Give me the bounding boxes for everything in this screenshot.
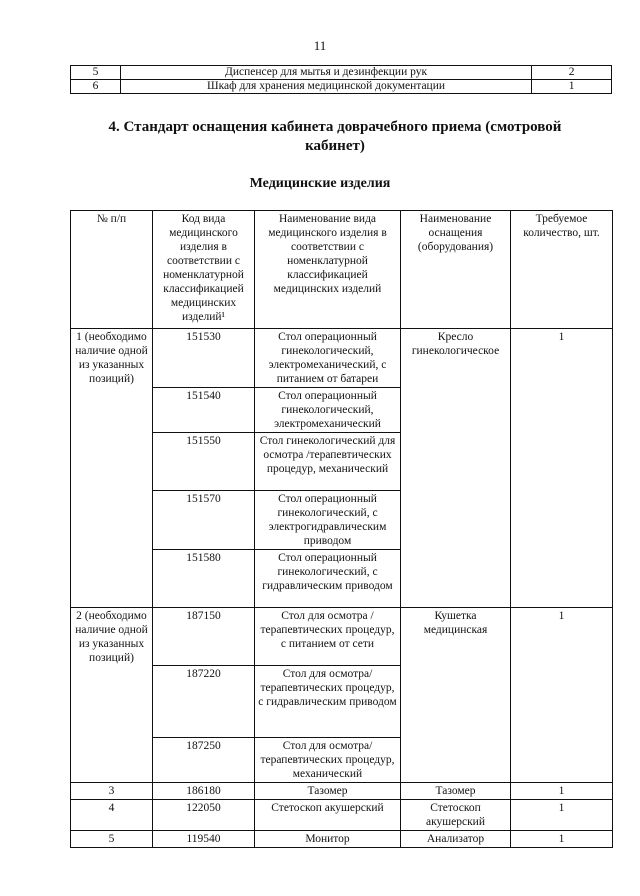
equipment-name: Шкаф для хранения медицинской документации: [120, 80, 531, 94]
equipment-name: Диспенсер для мытья и дезинфекции рук: [120, 66, 531, 80]
code-cell: 151530: [153, 329, 255, 388]
row-number: 5: [71, 66, 121, 80]
quantity-cell: 1: [511, 608, 613, 783]
page-number: 11: [313, 38, 327, 53]
row-number: 6: [71, 80, 121, 94]
code-cell: 122050: [153, 800, 255, 831]
section-title: 4. Стандарт оснащения кабинета доврачебного приема (смотровой кабинет): [108, 119, 562, 154]
header-num: № п/п: [71, 211, 153, 329]
name-cell: Стол операционный гинекологический, с электрогидравлическим приводом: [255, 491, 401, 550]
name-cell: Тазомер: [255, 783, 401, 800]
quantity-cell: 1: [511, 831, 613, 848]
code-cell: 187220: [153, 666, 255, 738]
code-cell: 151570: [153, 491, 255, 550]
quantity-cell: 1: [511, 783, 613, 800]
header-quantity: Требуемое количество, шт.: [511, 211, 613, 329]
table-header-row: [71, 211, 613, 329]
table-row: [71, 80, 612, 94]
row-number: 3: [71, 783, 153, 800]
table-row: [71, 329, 613, 388]
code-cell: 187250: [153, 738, 255, 783]
top-table: [70, 65, 612, 94]
quantity-cell: 1: [511, 329, 613, 608]
table-row: [71, 783, 613, 800]
quantity: 1: [532, 80, 612, 94]
code-cell: 151540: [153, 388, 255, 433]
code-cell: 151580: [153, 550, 255, 608]
name-cell: Монитор: [255, 831, 401, 848]
table-row: [71, 66, 612, 80]
row-number: 4: [71, 800, 153, 831]
header-type-name: Наименование вида медицинского изделия в соответствии с номенклатурной классификацией медицинских изделий: [255, 211, 401, 329]
code-cell: 186180: [153, 783, 255, 800]
quantity: 2: [532, 66, 612, 80]
name-cell: Стол операционный гинекологический, электромеханический, с питанием от батареи: [255, 329, 401, 388]
header-equipment: Наименование оснащения (оборудования): [401, 211, 511, 329]
code-cell: 187150: [153, 608, 255, 666]
name-cell: Стетоскоп акушерский: [255, 800, 401, 831]
name-cell: Стол гинекологический для осмотра /терапевтических процедур, механический: [255, 433, 401, 491]
code-cell: 119540: [153, 831, 255, 848]
group-number: 1 (необходимо наличие одной из указанных позиций): [71, 329, 153, 608]
equipment-cell: Кресло гинекологическое: [401, 329, 511, 608]
equipment-cell: Тазомер: [401, 783, 511, 800]
equipment-cell: Анализатор: [401, 831, 511, 848]
row-number: 5: [71, 831, 153, 848]
group-number: 2 (необходимо наличие одной из указанных позиций): [71, 608, 153, 783]
equipment-table: [70, 210, 613, 848]
name-cell: Стол для осмотра/ терапевтических процедур, механический: [255, 738, 401, 783]
name-cell: Стол операционный гинекологический, электромеханический: [255, 388, 401, 433]
header-code: Код вида медицинского изделия в соответствии с номенклатурной классификацией медицинских изделий¹: [153, 211, 255, 329]
quantity-cell: 1: [511, 800, 613, 831]
table-row: [71, 608, 613, 666]
equipment-cell: Кушетка медицинская: [401, 608, 511, 783]
table-row: [71, 800, 613, 831]
equipment-cell: Стетоскоп акушерский: [401, 800, 511, 831]
code-cell: 151550: [153, 433, 255, 491]
subtitle: Медицинские изделия: [249, 176, 391, 191]
name-cell: Стол для осмотра /терапевтических процедур, с питанием от сети: [255, 608, 401, 666]
table-row: [71, 831, 613, 848]
name-cell: Стол операционный гинекологический, с гидравлическим приводом: [255, 550, 401, 608]
name-cell: Стол для осмотра/ терапевтических процедур, с гидравлическим приводом: [255, 666, 401, 738]
